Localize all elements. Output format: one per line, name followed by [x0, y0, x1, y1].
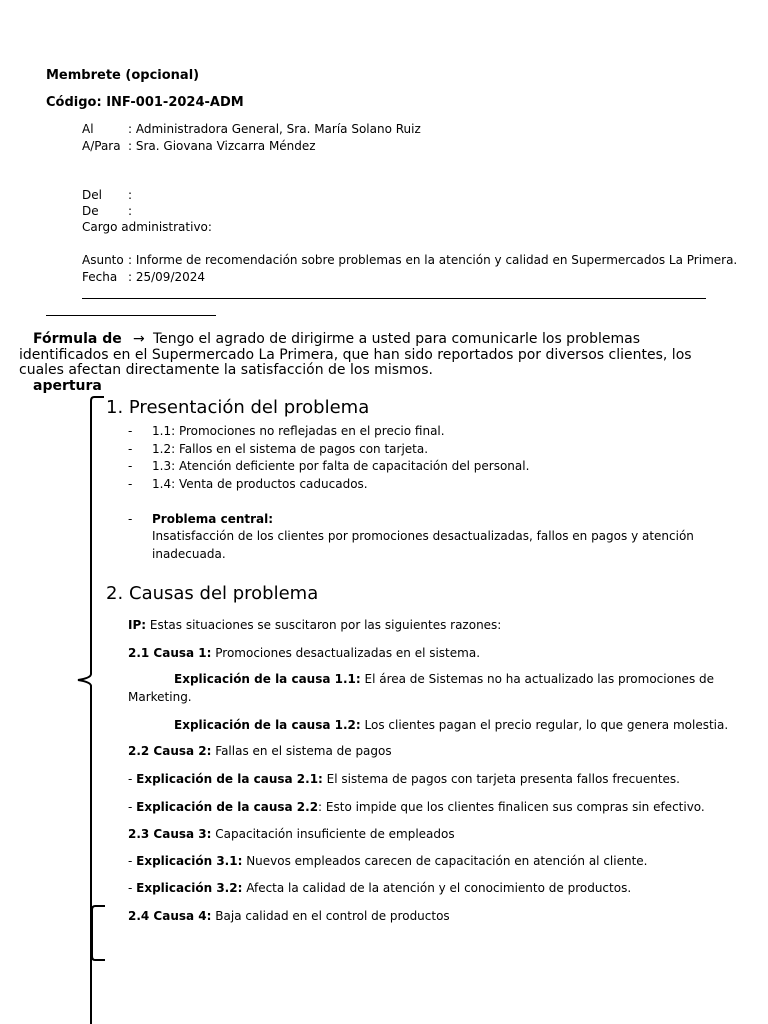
explanation-3-1-label: Explicación 3.1:	[136, 854, 243, 868]
explanation-3-1-prefix: -	[128, 854, 137, 868]
formula-label: Fórmula de	[33, 331, 122, 347]
apertura-label: apertura	[33, 378, 102, 394]
cause-2-text: Fallas en el sistema de pagos	[211, 744, 392, 758]
meta-fecha	[82, 270, 205, 284]
intro-line-1: Tengo el agrado de dirigirme a usted para comunicarle los problemas	[153, 331, 640, 347]
list-item	[128, 424, 445, 438]
meta-al-value: : Administradora General, Sra. María Solano Ruiz	[128, 122, 421, 136]
meta-apara	[82, 139, 316, 153]
explanation-2-2	[128, 800, 705, 814]
list-dash: -	[128, 459, 133, 473]
cause-3-label: 2.3 Causa 3:	[128, 827, 212, 841]
explanation-2-1-label: Explicación de la causa 2.1:	[136, 772, 323, 786]
list-dash: -	[128, 424, 133, 438]
explanation-1-2-label: Explicación de la causa 1.2:	[174, 718, 361, 732]
central-problem-line-1: Insatisfacción de los clientes por promociones desactualizadas, fallos en pagos y atención	[152, 529, 694, 543]
explanation-1-2	[174, 718, 728, 732]
list-dash: -	[128, 477, 133, 491]
cause-4-label: 2.4 Causa 4:	[128, 909, 212, 923]
meta-de-value: :	[128, 204, 133, 218]
explanation-1-1-label: Explicación de la causa 1.1:	[174, 672, 361, 686]
cause-3-text: Capacitación insuficiente de empleados	[211, 827, 455, 841]
subsection-bracket-icon	[86, 902, 110, 966]
cause-3	[128, 827, 455, 841]
explanation-1-1-cont: Marketing.	[128, 690, 192, 704]
explanation-2-1	[128, 772, 680, 786]
cause-2-label: 2.2 Causa 2:	[128, 744, 212, 758]
explanation-3-1	[128, 854, 647, 868]
intro-line-3: cuales afectan directamente la satisfacción de los mismos.	[19, 362, 433, 378]
explanation-2-2-text: : Esto impide que los clientes finalicen sus compras sin efectivo.	[318, 800, 705, 814]
explanation-2-2-label: Explicación de la causa 2.2	[136, 800, 319, 814]
list-item	[128, 477, 368, 491]
list-item	[128, 459, 530, 473]
cause-4	[128, 909, 450, 923]
cause-1	[128, 646, 480, 660]
meta-fecha-value: : 25/09/2024	[128, 270, 206, 284]
cause-1-text: Promociones desactualizadas en el sistema.	[211, 646, 481, 660]
letterhead-label: Membrete (opcional)	[46, 68, 200, 83]
central-problem	[128, 512, 274, 526]
ip-line	[128, 618, 501, 632]
separator-line-short	[46, 315, 216, 316]
meta-asunto-value: : Informe de recomendación sobre problemas en la atención y calidad en Supermercados La Primera.	[128, 253, 738, 267]
meta-del-key: Del	[82, 188, 102, 202]
meta-del-value: :	[128, 188, 133, 202]
meta-cargo: Cargo administrativo:	[82, 220, 212, 234]
section-2-title: Causas del problema	[129, 583, 319, 604]
meta-de	[82, 204, 132, 218]
section-1-title: 1. Presentación del problema	[106, 397, 370, 418]
meta-al-key: Al	[82, 122, 94, 136]
cause-4-text: Baja calidad en el control de productos	[211, 909, 450, 923]
list-dash: -	[128, 512, 133, 526]
ip-label: IP:	[128, 618, 147, 632]
explanation-2-2-prefix: -	[128, 800, 137, 814]
ip-text: Estas situaciones se suscitaron por las siguientes razones:	[146, 618, 502, 632]
list-item-text: 1.4: Venta de productos caducados.	[152, 477, 368, 491]
separator-line	[82, 298, 706, 299]
explanation-1-1	[174, 672, 714, 686]
explanation-3-2-text: Afecta la calidad de la atención y el conocimiento de productos.	[242, 881, 632, 895]
meta-asunto-key: Asunto	[82, 253, 124, 267]
list-item-text: 1.1: Promociones no reflejadas en el precio final.	[152, 424, 445, 438]
explanation-3-1-text: Nuevos empleados carecen de capacitación en atención al cliente.	[242, 854, 648, 868]
explanation-3-2-prefix: -	[128, 881, 137, 895]
intro-line-2: identificados en el Supermercado La Primera, que han sido reportados por diversos clientes, los	[19, 347, 692, 363]
explanation-3-2	[128, 881, 631, 895]
meta-del	[82, 188, 132, 202]
meta-apara-value: : Sra. Giovana Vizcarra Méndez	[128, 139, 316, 153]
list-item	[128, 442, 429, 456]
meta-al	[82, 122, 421, 136]
section-2-number: 2.	[106, 583, 124, 604]
meta-asunto	[82, 253, 737, 267]
list-item-text: 1.3: Atención deficiente por falta de capacitación del personal.	[152, 459, 530, 473]
meta-fecha-key: Fecha	[82, 270, 118, 284]
explanation-2-1-text: El sistema de pagos con tarjeta presenta fallos frecuentes.	[322, 772, 680, 786]
list-dash: -	[128, 442, 133, 456]
meta-de-key: De	[82, 204, 99, 218]
explanation-1-1-text: El área de Sistemas no ha actualizado las promociones de	[360, 672, 715, 686]
explanation-3-2-label: Explicación 3.2:	[136, 881, 243, 895]
central-problem-line-2: inadecuada.	[152, 547, 226, 561]
cause-2	[128, 744, 392, 758]
explanation-2-1-prefix: -	[128, 772, 137, 786]
cause-1-label: 2.1 Causa 1:	[128, 646, 212, 660]
document-code: Código: INF-001-2024-ADM	[46, 95, 244, 110]
central-problem-label: Problema central:	[152, 512, 274, 526]
explanation-1-2-text: Los clientes pagan el precio regular, lo que genera molestia.	[360, 718, 729, 732]
list-item-text: 1.2: Fallos en el sistema de pagos con tarjeta.	[152, 442, 429, 456]
arrow-icon: →	[133, 331, 145, 347]
meta-apara-key: A/Para	[82, 139, 121, 153]
